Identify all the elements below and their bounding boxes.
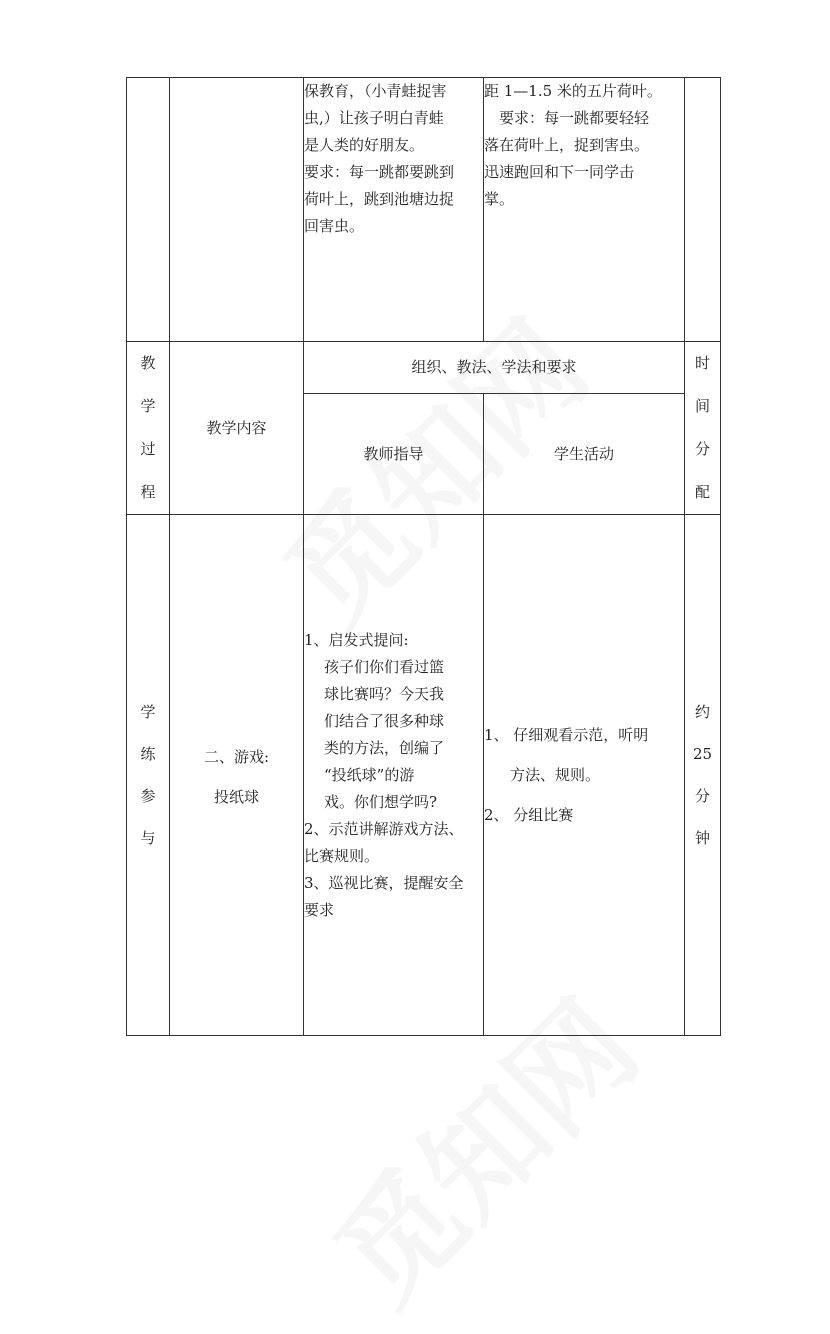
empty-cell [127,78,170,342]
text-line: 球比赛吗？今天我 [324,684,445,703]
content-title: 投纸球 [213,788,259,806]
teacher-guidance-cell [304,515,484,1036]
table-row [127,515,721,1036]
text-line: 迅速跑回和下一同学击 [484,163,635,181]
list-item: 1、 仔细观看示范，听明 [484,726,649,744]
text-line: 回害虫。 [304,217,365,235]
text-line: 们结合了很多种球 [324,711,445,730]
text-line: 3、巡视比赛，提醒安全 [304,873,464,892]
stage-char: 学 [140,703,156,721]
student-activity-cell [484,515,685,1036]
text-line: 1、启发式提问: [304,630,409,649]
process-header [127,342,170,515]
text-line: 戏。你们想学吗? [324,792,438,811]
text-line: 要求：每一跳都要轻轻 [499,109,650,127]
text-line: 比赛规则。 [304,846,380,865]
header-char: 学 [140,397,156,415]
text-line: 荷叶上，跳到池塘边捉 [304,190,455,208]
time-char: 约 [694,703,710,721]
time-char: 25 [692,745,713,763]
text-line: 是人类的好朋友。 [304,136,425,154]
text-line: “投纸球”的游 [324,765,415,784]
header-char: 时 [694,354,710,372]
lesson-plan-table [126,77,721,1036]
content-cell [170,515,304,1036]
text-line: 距 1—1.5 米的五片荷叶。 [484,82,662,100]
stage-char: 与 [140,829,156,847]
text-line: 类的方法，创编了 [324,738,445,757]
text-line: 要求：每一跳都要跳到 [304,163,455,181]
time-header [685,342,721,515]
text-line: 落在荷叶上，捉到害虫。 [484,136,650,154]
list-item-continuation: 方法、规则。 [510,766,601,784]
org-header: 组织、教法、学法和要求 [304,342,685,394]
header-char: 分 [694,440,710,458]
time-char: 分 [694,787,710,805]
header-char: 配 [694,483,710,501]
list-item: 2、 分组比赛 [484,806,574,824]
stage-char: 参 [140,787,156,805]
text-line: 虫,）让孩子明白青蛙 [304,109,444,127]
text-line: 孩子们你们看过篮 [324,657,445,676]
header-char: 程 [140,483,156,501]
content-line: 二、游戏: [203,748,270,766]
header-char: 教 [140,354,156,372]
header-char: 间 [694,397,710,415]
table-row [127,78,721,342]
text-line: 保教育，（小青蛙捉害 [304,82,447,100]
empty-cell [170,78,304,342]
table-header-row [127,342,721,394]
empty-cell [685,78,721,342]
teacher-guidance-cell [304,78,484,342]
time-char: 钟 [694,829,710,847]
time-cell [685,515,721,1036]
stage-cell [127,515,170,1036]
stage-char: 练 [140,745,156,763]
text-line: 要求 [304,900,335,919]
teacher-header: 教师指导 [304,394,484,515]
student-header: 学生活动 [484,394,685,515]
header-char: 过 [140,440,156,458]
text-line: 2、示范讲解游戏方法、 [304,819,464,838]
content-header: 教学内容 [170,342,304,515]
student-activity-cell [484,78,685,342]
text-line: 掌。 [484,190,515,208]
